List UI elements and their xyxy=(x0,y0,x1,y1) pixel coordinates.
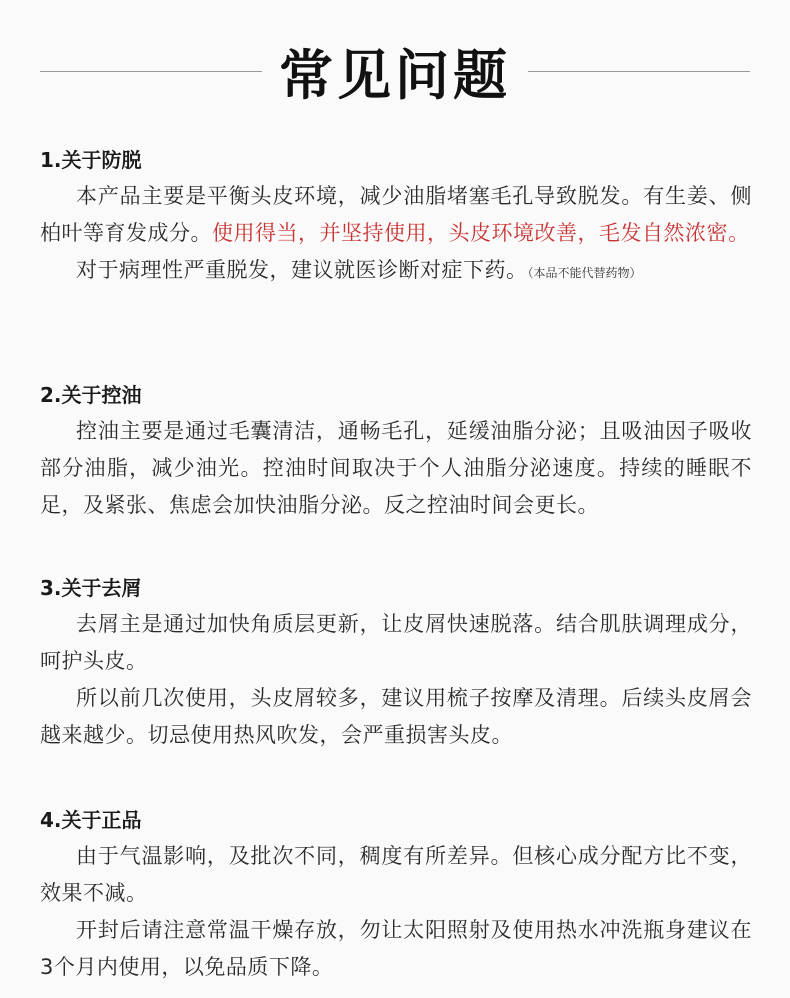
note-text: （本品不能代替药物） xyxy=(527,266,642,280)
section-paragraph xyxy=(40,413,752,524)
title-row xyxy=(0,36,790,106)
section-paragraph xyxy=(40,838,752,912)
section-paragraph xyxy=(40,252,752,292)
section-heading: 3.关于去屑 xyxy=(40,576,142,600)
title-divider-left xyxy=(40,71,262,72)
faq-section-dandruff xyxy=(40,574,752,754)
paragraph-text: 所以前几次使用，头皮屑较多，建议用梳子按摩及清理。后续头皮屑会越来越少。切忌使用热风吹发，会严重损害头皮。 xyxy=(40,686,752,747)
title-divider-right xyxy=(528,71,750,72)
paragraph-text: 去屑主是通过加快角质层更新，让皮屑快速脱落。结合肌肤调理成分，呵护头皮。 xyxy=(40,612,752,673)
page-title: 常见问题 xyxy=(279,43,511,107)
paragraph-text: 对于病理性严重脱发，建议就医诊断对症下药。 xyxy=(76,258,528,282)
paragraph-text: 开封后请注意常温干燥存放，勿让太阳照射及使用热水冲洗瓶身建议在3个月内使用，以免品质下降。 xyxy=(40,918,752,979)
section-heading: 2.关于控油 xyxy=(40,383,142,407)
section-heading: 1.关于防脱 xyxy=(40,148,142,172)
section-paragraph xyxy=(40,178,752,252)
paragraph-text: 本产品主要是平衡头皮环境，减少油脂堵塞毛孔导致脱发。有生姜、侧柏叶等育发成分。 xyxy=(40,184,752,245)
paragraph-text: 由于气温影响，及批次不同，稠度有所差异。但核心成分配方比不变，效果不减。 xyxy=(40,844,752,905)
faq-section-oil-control xyxy=(40,381,752,524)
section-paragraph xyxy=(40,606,752,680)
section-heading: 4.关于正品 xyxy=(40,808,142,832)
paragraph-text: 控油主要是通过毛囊清洁，通畅毛孔，延缓油脂分泌；且吸油因子吸收部分油脂，减少油光。控油时间取决于个人油脂分泌速度。持续的睡眠不足，及紧张、焦虑会加快油脂分泌。反之控油时间会更长。 xyxy=(40,419,752,517)
section-paragraph xyxy=(40,912,752,986)
faq-section-authenticity xyxy=(40,806,752,986)
section-paragraph xyxy=(40,680,752,754)
faq-section-antihairloss xyxy=(40,146,752,292)
highlight-text: 使用得当，并坚持使用，头皮环境改善，毛发自然浓密。 xyxy=(212,221,750,245)
